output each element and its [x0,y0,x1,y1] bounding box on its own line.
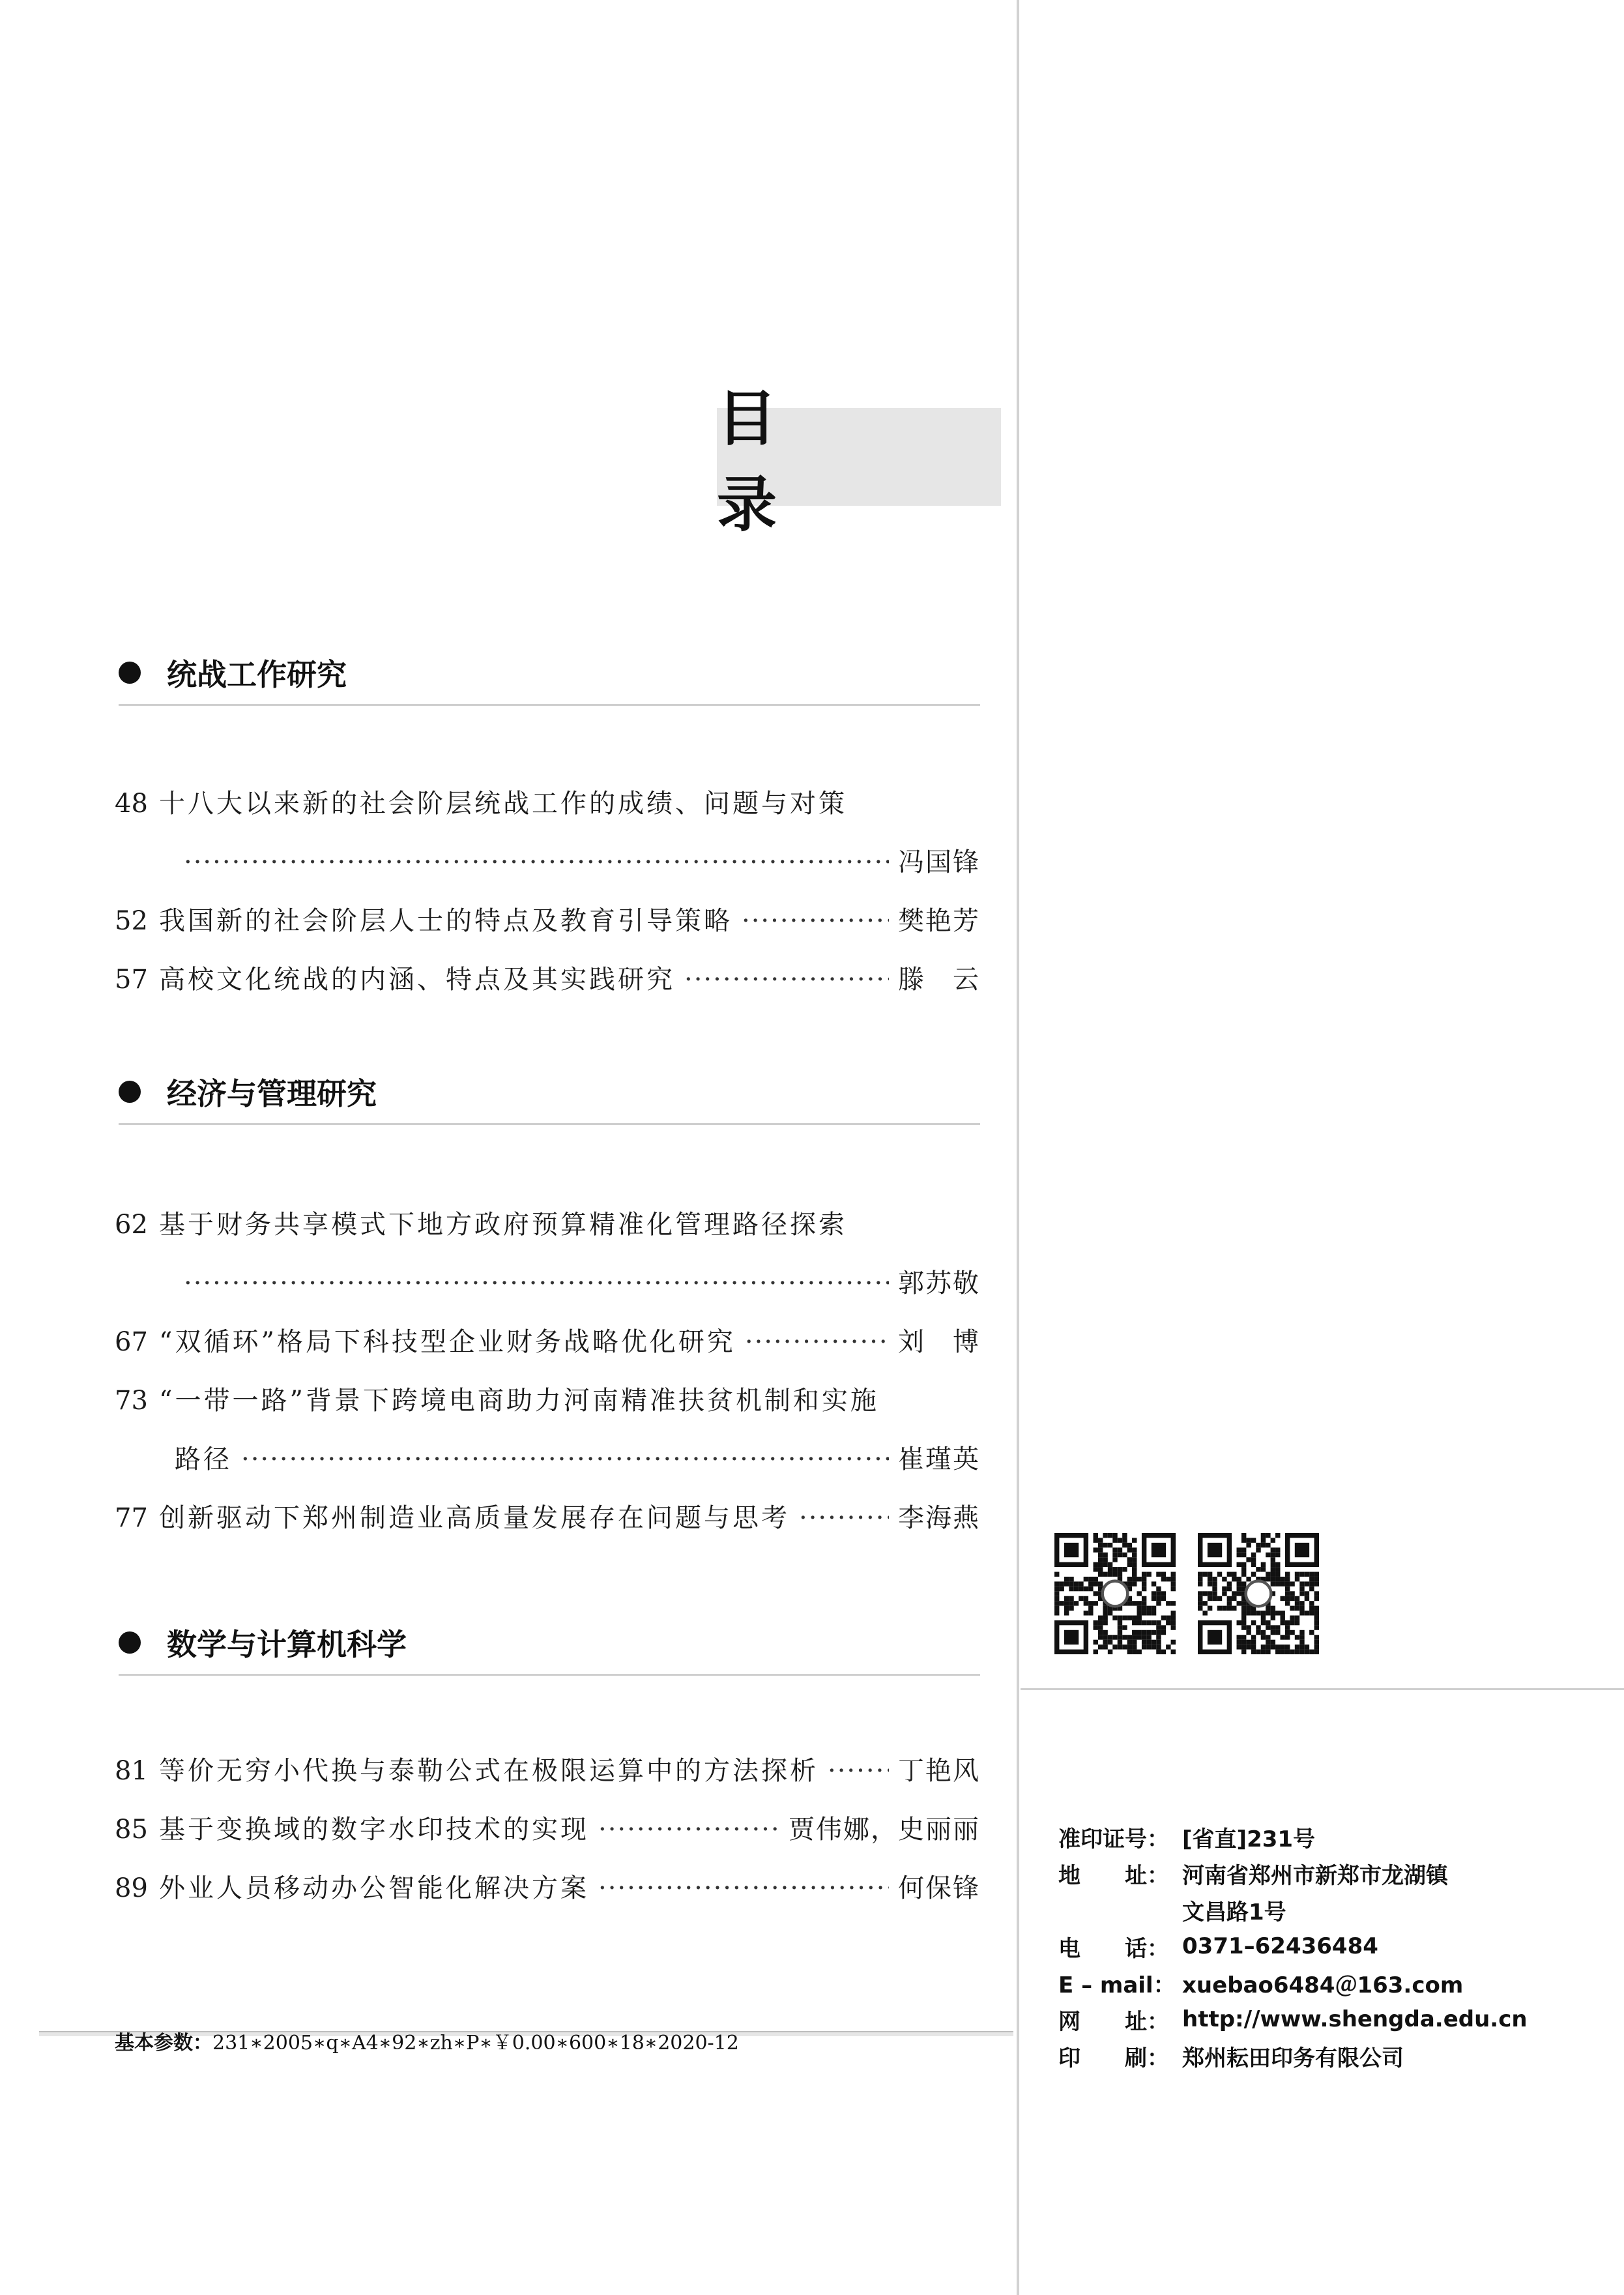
section-title: 数学与计算机科学 [167,1627,407,1662]
info-row [1058,1928,1528,1965]
info-row [1058,1965,1528,2001]
entry-page: 85 [115,1815,148,1845]
dot-leader [828,1742,889,1800]
params-label: 基本参数： [115,2032,212,2054]
entry-author: 郭苏敬 [898,1268,980,1298]
entry-page: 57 [115,965,148,995]
info-value: 0371–62436484 [1182,1933,1378,1959]
toc-entry[interactable] [115,1195,980,1313]
column-divider [1017,0,1019,2295]
entry-title: “双循环”格局下科技型企业财务战略优化研究 [159,1327,736,1357]
info-value: 河南省郑州市新郑市龙湖镇 [1182,1862,1448,1889]
info-label: 地 址： [1058,1862,1169,1889]
bullet-icon [119,1081,141,1103]
info-label: 网 址： [1058,2008,1169,2035]
dot-leader [598,1800,779,1859]
toc-entry[interactable] [115,950,980,1009]
entry-title: 基于变换域的数字水印技术的实现 [159,1815,589,1845]
entry-page: 77 [115,1503,148,1533]
toc-entry[interactable] [115,1859,980,1918]
page-title: 目 录 [717,383,869,540]
entry-title: 外业人员移动办公智能化解决方案 [159,1873,589,1903]
bullet-icon [119,662,141,684]
section-entries-2 [115,1195,980,1547]
info-row [1058,2038,1528,2074]
dot-leader [598,1859,889,1918]
entry-page: 73 [115,1386,148,1416]
bullet-icon [119,1631,141,1654]
basic-params [115,2028,739,2058]
params-value: 231∗2005∗q∗A4∗92∗zh∗P∗￥0.00∗600∗18∗2020-12 [212,2032,739,2054]
info-label: 电 话： [1058,1935,1169,1962]
toc-entry[interactable] [115,774,980,892]
toc-entry[interactable] [115,1800,980,1859]
website-link[interactable]: http://www.shengda.edu.cn [1182,2006,1528,2032]
dot-leader [184,1254,889,1313]
entry-page: 81 [115,1756,148,1786]
right-divider [1021,1688,1624,1690]
entry-page: 89 [115,1873,148,1903]
section-header-2 [119,1072,980,1125]
entry-author: 何保锋 [898,1873,980,1903]
section-rule [119,704,980,706]
info-value: 郑州耘田印务有限公司 [1182,2045,1404,2071]
section-header-3 [119,1623,980,1676]
toc-entry[interactable] [115,1489,980,1547]
publication-info [1058,1819,1528,2074]
toc-entry[interactable] [115,1313,980,1371]
section-entries-1 [115,774,980,1009]
qr-code-icon[interactable] [1054,1533,1176,1654]
entry-page: 52 [115,906,148,936]
dot-leader [684,950,889,1009]
entry-author: 崔瑾英 [898,1444,980,1474]
info-label: 印 刷： [1058,2045,1169,2071]
section-header-1 [119,653,980,706]
entry-title: 等价无穷小代换与泰勒公式在极限运算中的方法探析 [159,1756,819,1786]
info-label: 准印证号： [1058,1826,1169,1852]
section-entries-3 [115,1742,980,1918]
entry-author: 李海燕 [898,1503,980,1533]
info-value-cont: 文昌路1号 [1182,1899,1286,1925]
entry-title: 十八大以来新的社会阶层统战工作的成绩、问题与对策 [159,789,847,819]
entry-title: 高校文化统战的内涵、特点及其实践研究 [159,965,675,995]
toc-entry[interactable] [115,892,980,950]
entry-author: 贾伟娜，史丽丽 [789,1815,980,1845]
entry-author: 滕 云 [898,965,980,995]
info-row [1058,1819,1528,1855]
info-value: [省直]231号 [1182,1826,1316,1852]
entry-title: 创新驱动下郑州制造业高质量发展存在问题与思考 [159,1503,790,1533]
entry-page: 67 [115,1327,148,1357]
dot-leader [742,892,889,950]
section-rule [119,1123,980,1125]
entry-title: 基于财务共享模式下地方政府预算精准化管理路径探索 [159,1210,847,1240]
dot-leader [184,833,889,892]
entry-author: 冯国锋 [898,847,980,877]
section-title: 统战工作研究 [167,657,347,692]
entry-title: “一带一路”背景下跨境电商助力河南精准扶贫机制和实施 [159,1386,879,1416]
dot-leader [799,1489,889,1547]
page-title-box [717,383,1001,540]
toc-entry[interactable] [115,1371,980,1489]
entry-page: 48 [115,789,148,819]
entry-title-cont: 路径 [175,1444,232,1474]
entry-author: 刘 博 [898,1327,980,1357]
dot-leader [745,1313,889,1371]
qr-code-icon[interactable] [1198,1533,1319,1654]
entry-page: 62 [115,1210,148,1240]
entry-author: 丁艳风 [898,1756,980,1786]
toc-entry[interactable] [115,1742,980,1800]
info-row [1058,1892,1528,1928]
entry-title: 我国新的社会阶层人士的特点及教育引导策略 [159,906,732,936]
email-link[interactable]: xuebao6484＠163.com [1182,1972,1464,1998]
dot-leader [241,1430,889,1489]
info-row [1058,2001,1528,2038]
entry-author: 樊艳芳 [898,906,980,936]
info-row [1058,1855,1528,1892]
info-label: E – mail： [1058,1972,1176,1998]
section-title: 经济与管理研究 [167,1076,377,1111]
section-rule [119,1674,980,1676]
